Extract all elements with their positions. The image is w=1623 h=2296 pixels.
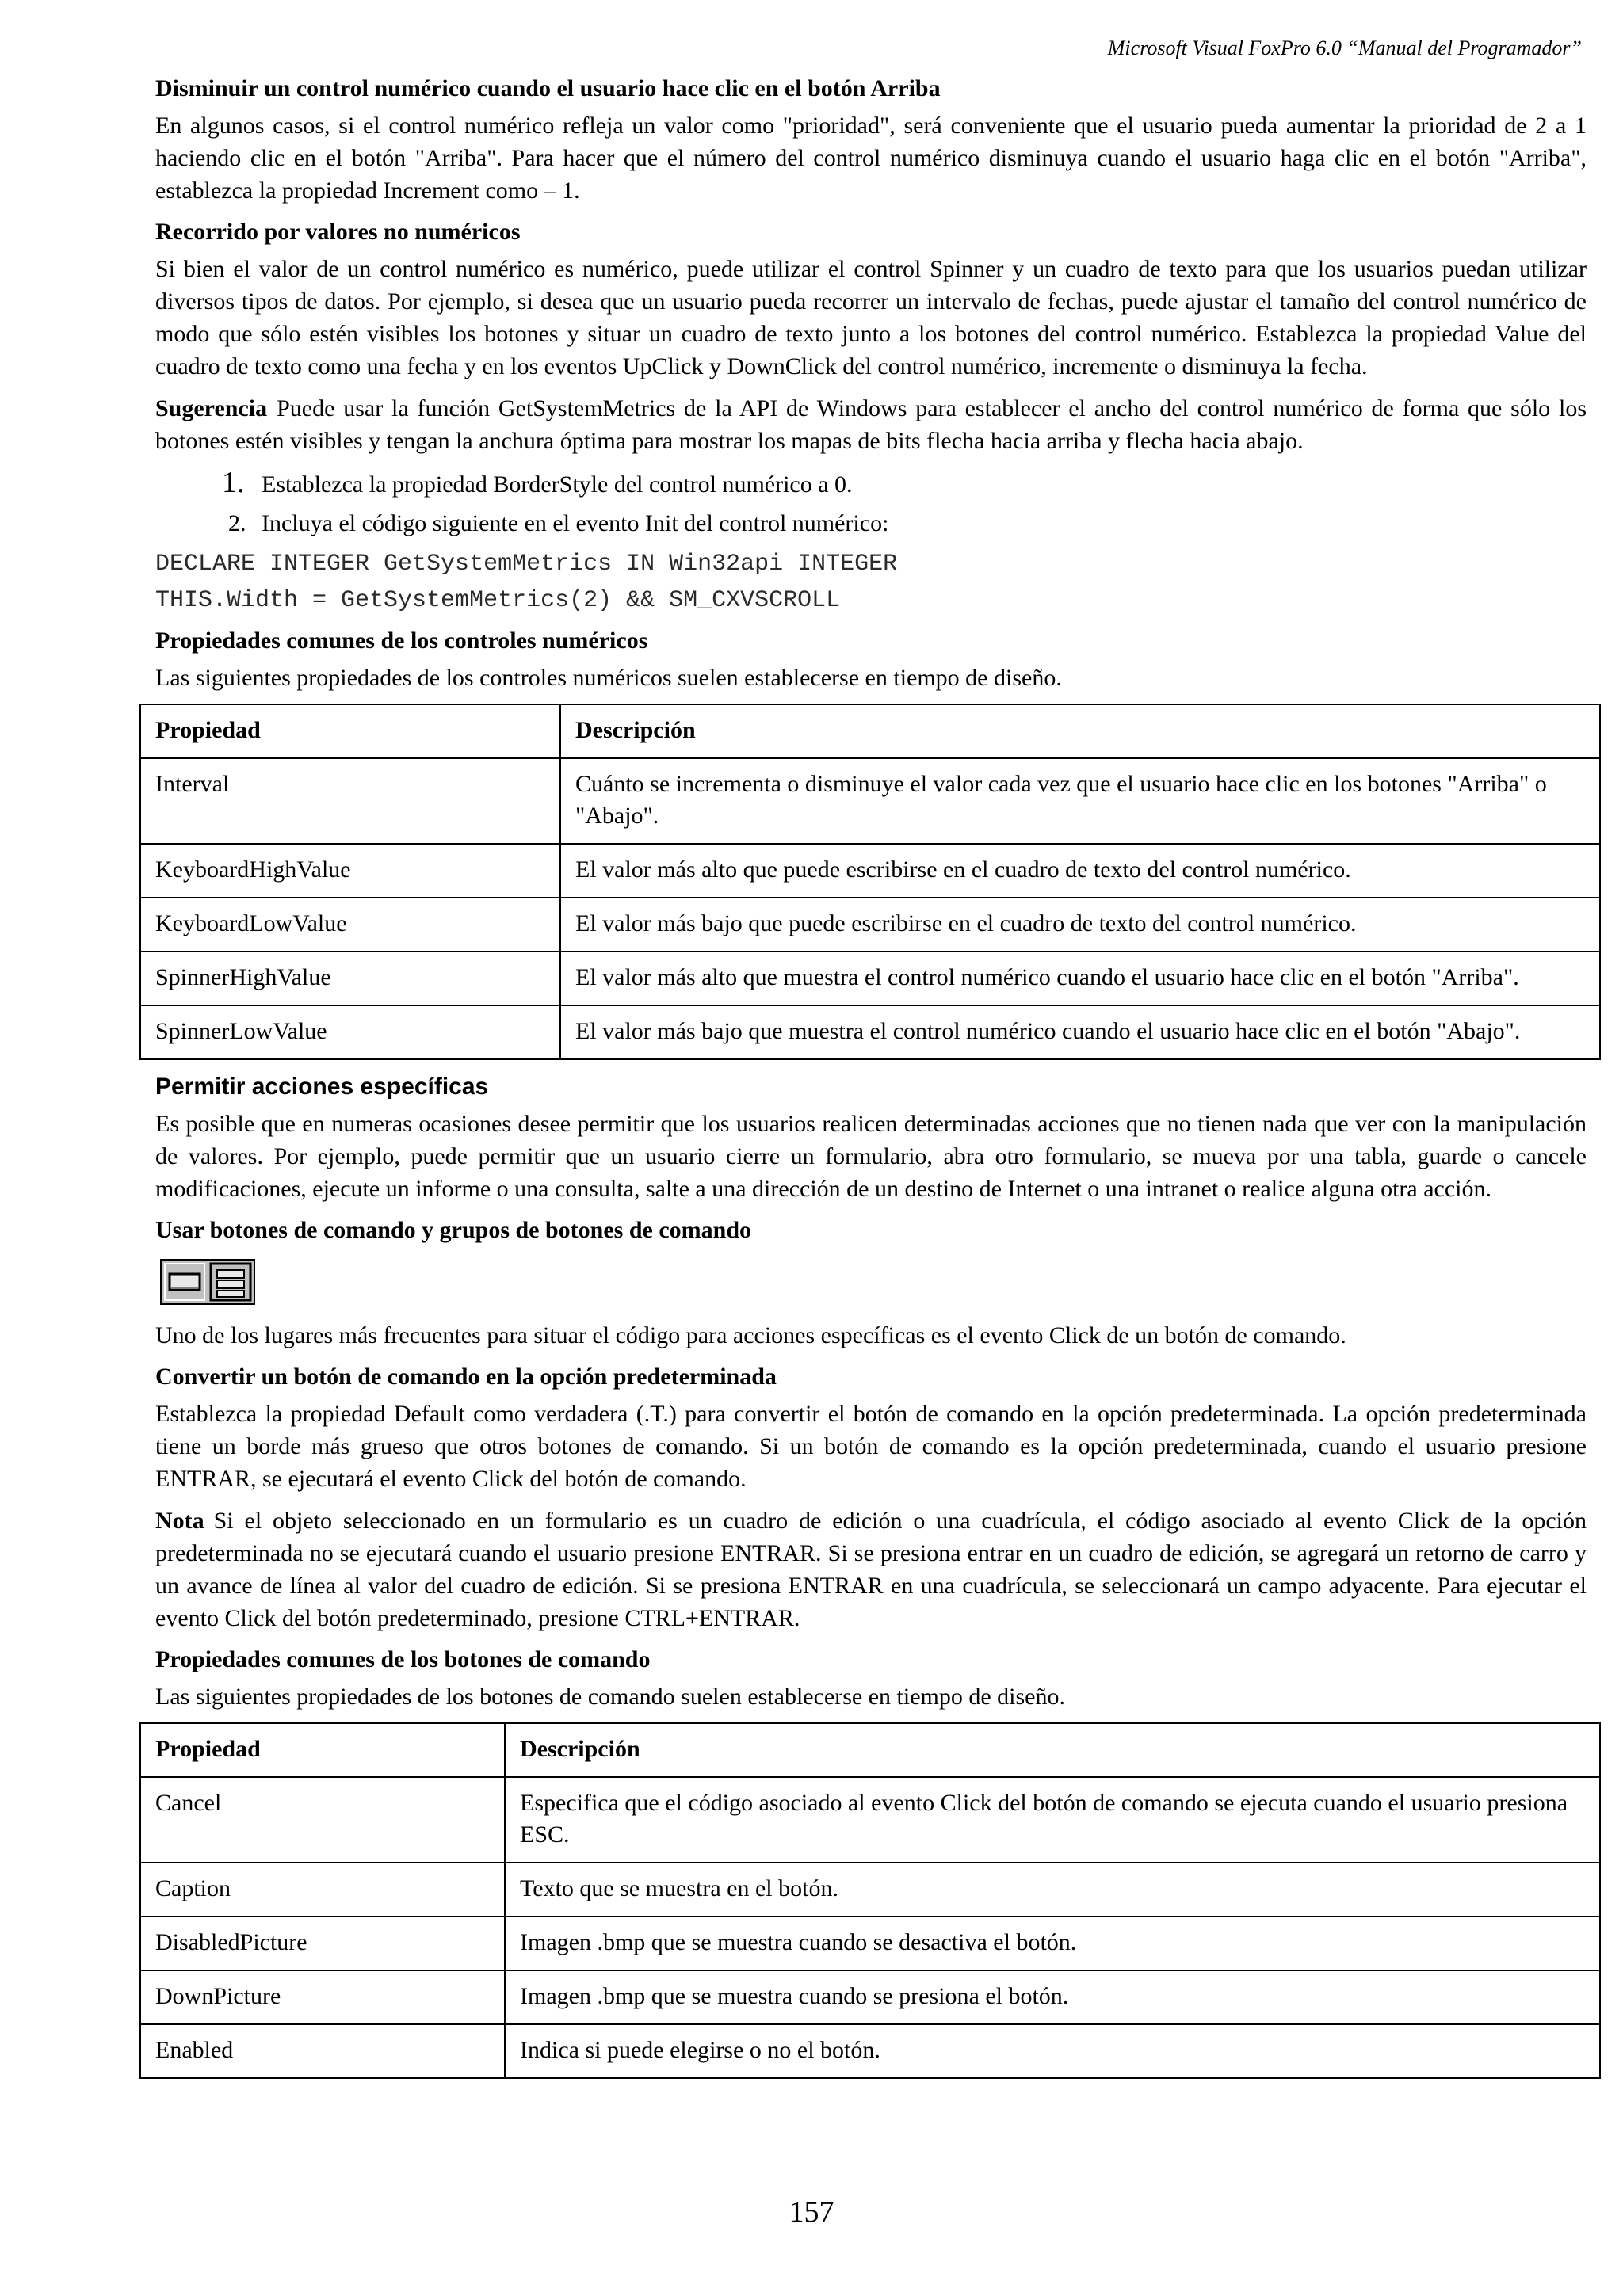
heading-spinner-properties: Propiedades comunes de los controles numéricos [155, 627, 648, 654]
tip-paragraph [155, 392, 1587, 457]
heading-non-numeric-values: Recorrido por valores no numéricos [155, 219, 521, 245]
property-name-cell: DisabledPicture [140, 1917, 505, 1970]
paragraph-command-button-properties: Las siguientes propiedades de los botones de comando suelen establecerse en tiempo de diseño. [155, 1684, 1065, 1710]
table-row [140, 1917, 1600, 1970]
property-name-cell: Cancel [140, 1777, 505, 1863]
table-row [140, 758, 1600, 844]
steps-list [155, 467, 1587, 540]
note-label: Nota [155, 1508, 204, 1534]
table-row [140, 2024, 1600, 2078]
heading-command-buttons: Usar botones de comando y grupos de botones de comando [155, 1217, 752, 1243]
property-description-cell: Texto que se muestra en el botón. [505, 1863, 1600, 1917]
paragraph-decrease-spinner: En algunos casos, si el control numérico refleja un valor como "prioridad", será conveniente que el usuario pueda aumentar la prioridad de 2 a 1 haciendo clic en el botón "Arriba". Para hacer que el número del control numérico disminuya cuando el usuario haga clic en el botón "Arriba", establezca la propiedad Increment como – 1. [155, 113, 1587, 204]
page-number: 157 [789, 2195, 834, 2229]
list-item: 2. Incluya el código siguiente en el evento Init del control numérico: [252, 507, 1587, 540]
property-description-cell: Imagen .bmp que se muestra cuando se presiona el botón. [505, 1970, 1600, 2024]
code-line: DECLARE INTEGER GetSystemMetrics IN Win32api INTEGER [155, 551, 898, 578]
table-header-cell: Descripción [560, 704, 1600, 758]
table-row [140, 1863, 1600, 1917]
property-name-cell: Caption [140, 1863, 505, 1917]
command-group-icon [208, 1261, 254, 1303]
property-description-cell: Indica si puede elegirse o no el botón. [505, 2024, 1600, 2078]
running-header: Microsoft Visual FoxPro 6.0 “Manual del Programador” [1107, 36, 1582, 59]
command-button-icon [162, 1261, 208, 1303]
table-header-row [140, 1723, 1600, 1777]
command-button-toolbar-icons [160, 1259, 255, 1305]
tip-label: Sugerencia [155, 395, 268, 421]
table-header-row [140, 704, 1600, 758]
tip-text: Puede usar la función GetSystemMetrics de la API de Windows para establecer el ancho del control numérico de forma que sólo los botones estén visibles y tengan la anchura óptima para mostrar los mapas de bits flecha hacia arriba y flecha hacia abajo. [155, 395, 1587, 454]
paragraph-command-buttons: Uno de los lugares más frecuentes para situar el código para acciones específicas es el evento Click de un botón de comando. [155, 1322, 1346, 1348]
property-description-cell: Especifica que el código asociado al evento Click del botón de comando se ejecuta cuando el usuario presiona ESC. [505, 1777, 1600, 1863]
spinner-properties-table [139, 704, 1601, 1060]
heading-command-button-properties: Propiedades comunes de los botones de comando [155, 1646, 651, 1672]
heading-specific-actions: Permitir acciones específicas [155, 1074, 489, 1100]
table-row [140, 1005, 1600, 1059]
property-name-cell: Interval [140, 758, 560, 844]
table-row [140, 1970, 1600, 2024]
property-description-cell: El valor más alto que muestra el control numérico cuando el usuario hace clic en el botón "Arriba". [560, 952, 1600, 1005]
paragraph-specific-actions: Es posible que en numeras ocasiones desee permitir que los usuarios realicen determinadas acciones que no tienen nada que ver con la manipulación de valores. Por ejemplo, puede permitir que un usuario cierre un formulario, abra otro formulario, se mueva por una tabla, guarde o cancele modificaciones, ejecute un informe o una consulta, salte a una dirección de un destino de Internet o una intranet o realice alguna otra acción. [155, 1111, 1587, 1202]
table-row [140, 1777, 1600, 1863]
table-row [140, 844, 1600, 898]
property-name-cell: Enabled [140, 2024, 505, 2078]
table-row [140, 898, 1600, 952]
property-description-cell: El valor más alto que puede escribirse en el cuadro de texto del control numérico. [560, 844, 1600, 898]
property-name-cell: SpinnerHighValue [140, 952, 560, 1005]
code-block [155, 546, 1587, 619]
list-item: 1. Establezca la propiedad BorderStyle del control numérico a 0. [252, 467, 1587, 501]
page-content [155, 73, 1587, 2090]
heading-default-button: Convertir un botón de comando en la opción predeterminada [155, 1363, 777, 1390]
property-name-cell: SpinnerLowValue [140, 1005, 560, 1059]
property-name-cell: KeyboardLowValue [140, 898, 560, 952]
property-name-cell: KeyboardHighValue [140, 844, 560, 898]
command-button-properties-table [139, 1722, 1601, 2079]
paragraph-spinner-properties: Las siguientes propiedades de los controles numéricos suelen establecerse en tiempo de diseño. [155, 665, 1062, 691]
property-description-cell: Imagen .bmp que se muestra cuando se desactiva el botón. [505, 1917, 1600, 1970]
property-description-cell: El valor más bajo que muestra el control numérico cuando el usuario hace clic en el botón "Abajo". [560, 1005, 1600, 1059]
table-row [140, 952, 1600, 1005]
note-paragraph [155, 1505, 1587, 1634]
heading-decrease-spinner: Disminuir un control numérico cuando el usuario hace clic en el botón Arriba [155, 75, 941, 101]
paragraph-non-numeric-values: Si bien el valor de un control numérico es numérico, puede utilizar el control Spinner y un cuadro de texto para que los usuarios puedan utilizar diversos tipos de datos. Por ejemplo, si desea que un usuario pueda recorrer un intervalo de fechas, puede ajustar el tamaño del control numérico de modo que sólo estén visibles los botones y situar un cuadro de texto junto a los botones del control numérico. Establezca la propiedad Value del cuadro de texto como una fecha y en los eventos UpClick y DownClick del control numérico, incremente o disminuya la fecha. [155, 256, 1587, 379]
property-description-cell: El valor más bajo que puede escribirse en el cuadro de texto del control numérico. [560, 898, 1600, 952]
property-description-cell: Cuánto se incrementa o disminuye el valor cada vez que el usuario hace clic en los botones "Arriba" o "Abajo". [560, 758, 1600, 844]
property-name-cell: DownPicture [140, 1970, 505, 2024]
paragraph-default-button: Establezca la propiedad Default como verdadera (.T.) para convertir el botón de comando en la opción predeterminada. La opción predeterminada tiene un borde más grueso que otros botones de comando. Si un botón de comando es la opción predeterminada, cuando el usuario presione ENTRAR, se ejecutará el evento Click del botón de comando. [155, 1401, 1587, 1492]
table-header-cell: Propiedad [140, 704, 560, 758]
table-header-cell: Propiedad [140, 1723, 505, 1777]
table-header-cell: Descripción [505, 1723, 1600, 1777]
code-line: THIS.Width = GetSystemMetrics(2) && SM_CXVSCROLL [155, 587, 841, 614]
note-text: Si el objeto seleccionado en un formulario es un cuadro de edición o una cuadrícula, el código asociado al evento Click de la opción predeterminada no se ejecutará cuando el usuario presione ENTRAR. Si se presiona entrar en un cuadro de edición, se agregará un retorno de carro y un avance de línea al valor del cuadro de edición. Si se presiona ENTRAR en una cuadrícula, se seleccionará un campo adyacente. Para ejecutar el evento Click del botón predeterminado, presione CTRL+ENTRAR. [155, 1508, 1587, 1631]
